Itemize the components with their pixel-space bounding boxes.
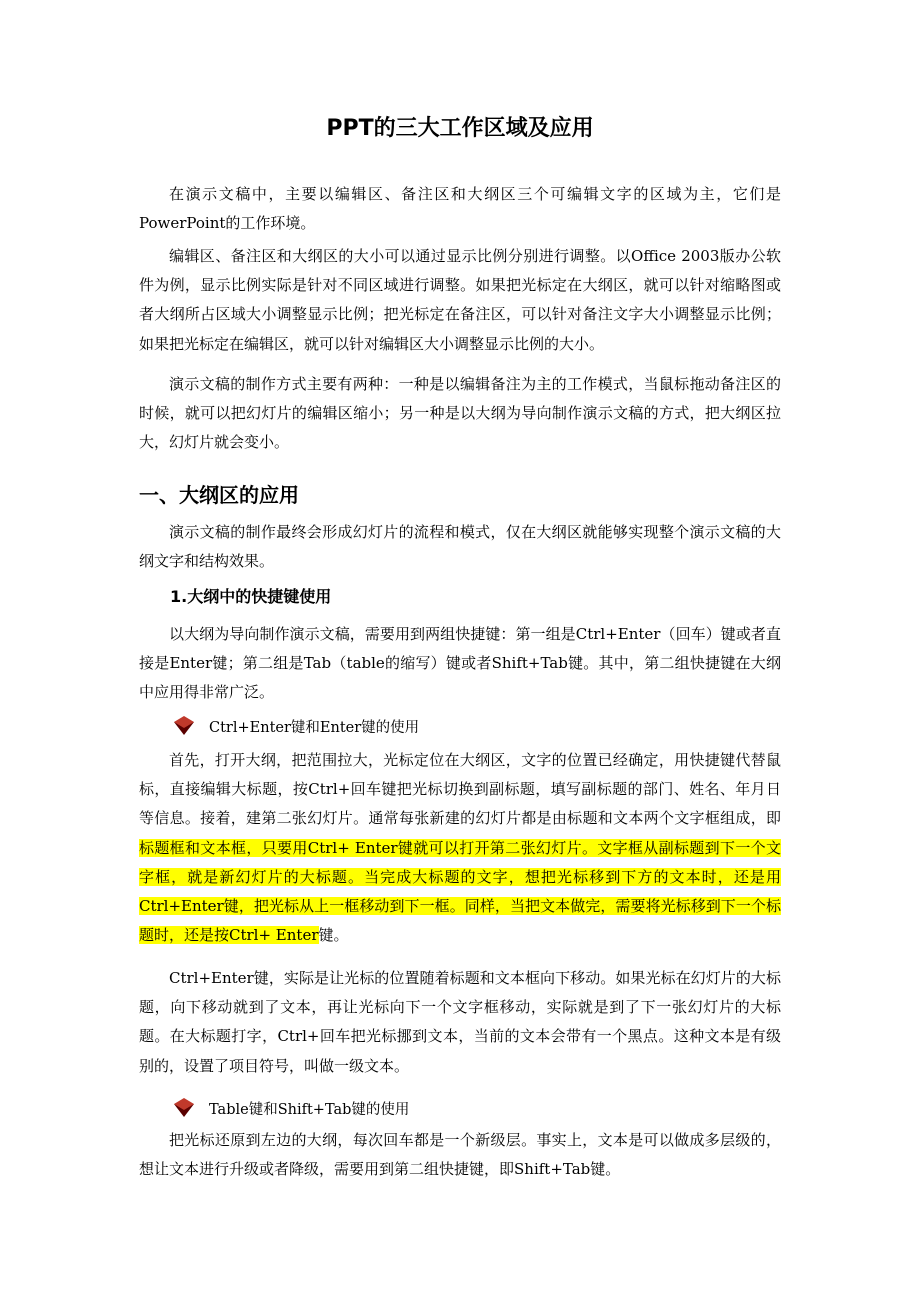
highlighted-text: 标题框和文本框，只要用Ctrl+ Enter键就可以打开第二张幻灯片。文字框从副标题到下一个文字框，就是新幻灯片的大标题。当完成大标题的文字，想把光标移到下方的文本时，还是用Ctrl+Enter键，把光标从上一框移动到下一框。同样，当把文本做完，需要将光标移到下一个标题时，还是按Ctrl+ Enter — [139, 838, 781, 945]
bullet-label: Table键和Shift+Tab键的使用 — [209, 1101, 410, 1118]
intro-paragraph-1: 在演示文稿中，主要以编辑区、备注区和大纲区三个可编辑文字的区域为主，它们是PowerPoint的工作环境。 — [139, 185, 781, 233]
diamond-arrow-bullet-icon — [173, 1098, 195, 1118]
intro-paragraph-3: 演示文稿的制作方式主要有两种：一种是以编辑备注为主的工作模式，当鼠标拖动备注区的时候，就可以把幻灯片的编辑区缩小；另一种是以大纲为导向制作演示文稿的方式，把大纲区拉大，幻灯片就会变小。 — [139, 375, 781, 452]
paragraph-text: 首先，打开大纲，把范围拉大，光标定位在大纲区，文字的位置已经确定，用快捷键代替鼠标，直接编辑大标题，按Ctrl+回车键把光标切换到副标题，填写副标题的部门、姓名、年月日等信息。接着，建第二张幻灯片。通常每张新建的幻灯片都是由标题和文本两个文字框组成，即 — [139, 751, 781, 828]
bullet-label: Ctrl+Enter键和Enter键的使用 — [209, 719, 420, 736]
paragraph-tail: 键。 — [318, 926, 349, 945]
section-paragraph: 演示文稿的制作最终会形成幻灯片的流程和模式，仅在大纲区就能够实现整个演示文稿的大纲文字和结构效果。 — [139, 523, 781, 571]
intro-paragraph-2: 编辑区、备注区和大纲区的大小可以通过显示比例分别进行调整。以Office 2003版办公软件为例，显示比例实际是针对不同区域进行调整。如果把光标定在大纲区，就可以针对缩略图或者大纲所占区域大小调整显示比例；把光标定在备注区，可以针对备注文字大小调整显示比例；如果把光标定在编辑区，就可以针对编辑区大小调整显示比例的大小。 — [139, 247, 781, 353]
page-title: PPT的三大工作区域及应用 — [326, 116, 594, 141]
tab-paragraph: 把光标还原到左边的大纲，每次回车都是一个新级层。事实上，文本是可以做成多层级的，想让文本进行升级或者降级，需要用到第二组快捷键，即Shift+Tab键。 — [139, 1131, 781, 1179]
section-heading: 一、大纲区的应用 — [139, 483, 299, 507]
diamond-arrow-bullet-icon — [173, 716, 195, 736]
ctrl-enter-paragraph-2: Ctrl+Enter键，实际是让光标的位置随着标题和文本框向下移动。如果光标在幻灯片的大标题，向下移动就到了文本，再让光标向下一个文字框移动，实际就是到了下一张幻灯片的大标题。在大标题打字，Ctrl+回车把光标挪到文本，当前的文本会带有一个黑点。这种文本是有级别的，设置了项目符号，叫做一级文本。 — [139, 969, 781, 1075]
subsection-paragraph: 以大纲为导向制作演示文稿，需要用到两组快捷键：第一组是Ctrl+Enter（回车）键或者直接是Enter键；第二组是Tab（table的缩写）键或者Shift+Tab键。其中，第二组快捷键在大纲中应用得非常广泛。 — [139, 625, 781, 702]
ctrl-enter-paragraph-1 — [139, 746, 781, 950]
subsection-heading: 1.大纲中的快捷键使用 — [170, 587, 332, 606]
bullet-heading-ctrl-enter — [173, 714, 419, 738]
bullet-heading-tab — [173, 1096, 409, 1120]
